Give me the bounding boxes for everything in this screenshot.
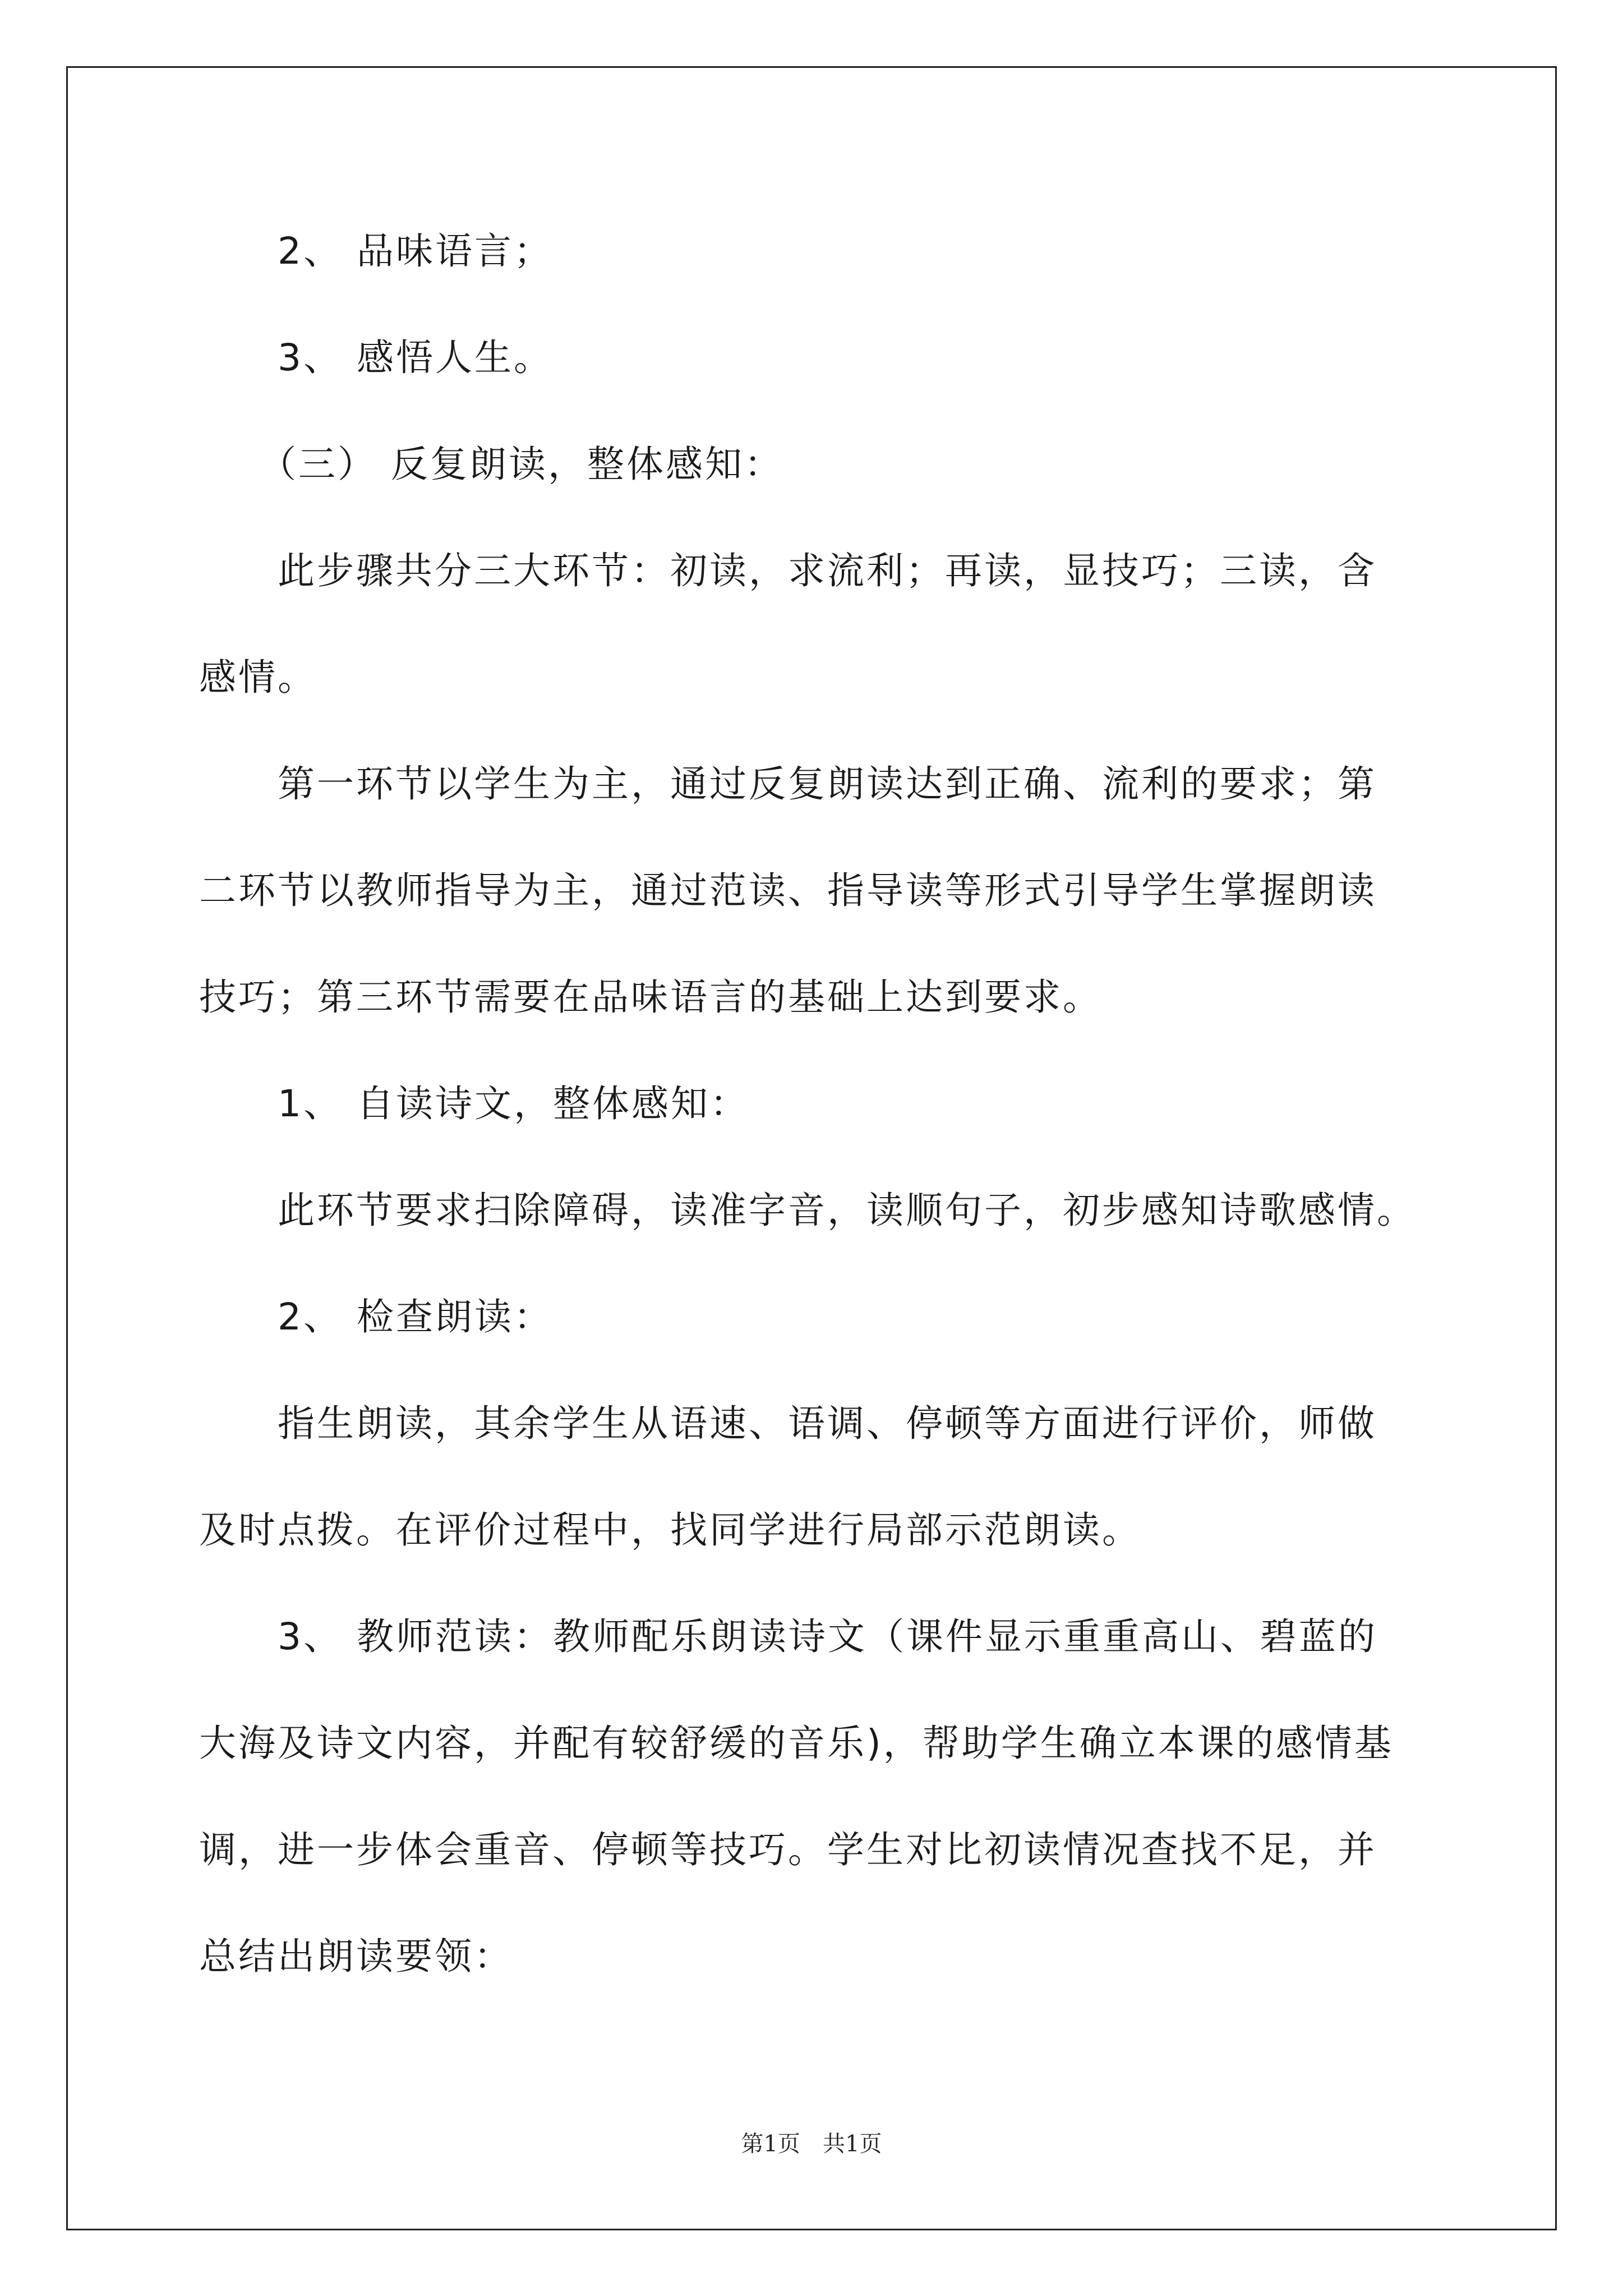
text-line: 及时点拨。在评价过程中，找同学进行局部示范朗读。	[199, 1508, 1141, 1552]
text-line: 第一环节以学生为主，通过反复朗读达到正确、流利的要求；第	[199, 762, 1377, 806]
text-line: 2、 品味语言；	[199, 229, 553, 273]
text-line: 大海及诗文内容，并配有较舒缓的音乐)，帮助学生确立本课的感情基	[199, 1722, 1394, 1765]
page-footer: 第1页 共1页	[741, 2131, 882, 2157]
text-line: 调，进一步体会重音、停顿等技巧。学生对比初读情况查找不足，并	[199, 1828, 1377, 1871]
text-line: 二环节以教师指导为主，通过范读、指导读等形式引导学生掌握朗读	[199, 869, 1377, 912]
text-line: 技巧；第三环节需要在品味语言的基础上达到要求。	[199, 976, 1102, 1019]
text-line: 指生朗读，其余学生从语速、语调、停顿等方面进行评价，师做	[199, 1402, 1377, 1445]
text-line: （三） 反复朗读，整体感知：	[199, 443, 783, 486]
text-line: 3、 感悟人生。	[199, 336, 553, 379]
text-line: 感情。	[199, 656, 317, 699]
text-line: 1、 自读诗文，整体感知：	[199, 1082, 749, 1125]
text-line: 总结出朗读要领：	[199, 1935, 513, 1978]
text-line: 此步骤共分三大环节：初读，求流利；再读，显技巧；三读，含	[199, 549, 1377, 592]
text-line: 2、 检查朗读：	[199, 1295, 553, 1338]
text-line: 此环节要求扫除障碍，读准字音，读顺句子，初步感知诗歌感情。	[199, 1189, 1416, 1232]
page-border	[66, 66, 1557, 2230]
text-line: 3、 教师范读：教师配乐朗读诗文（课件显示重重高山、碧蓝的	[199, 1615, 1377, 1658]
